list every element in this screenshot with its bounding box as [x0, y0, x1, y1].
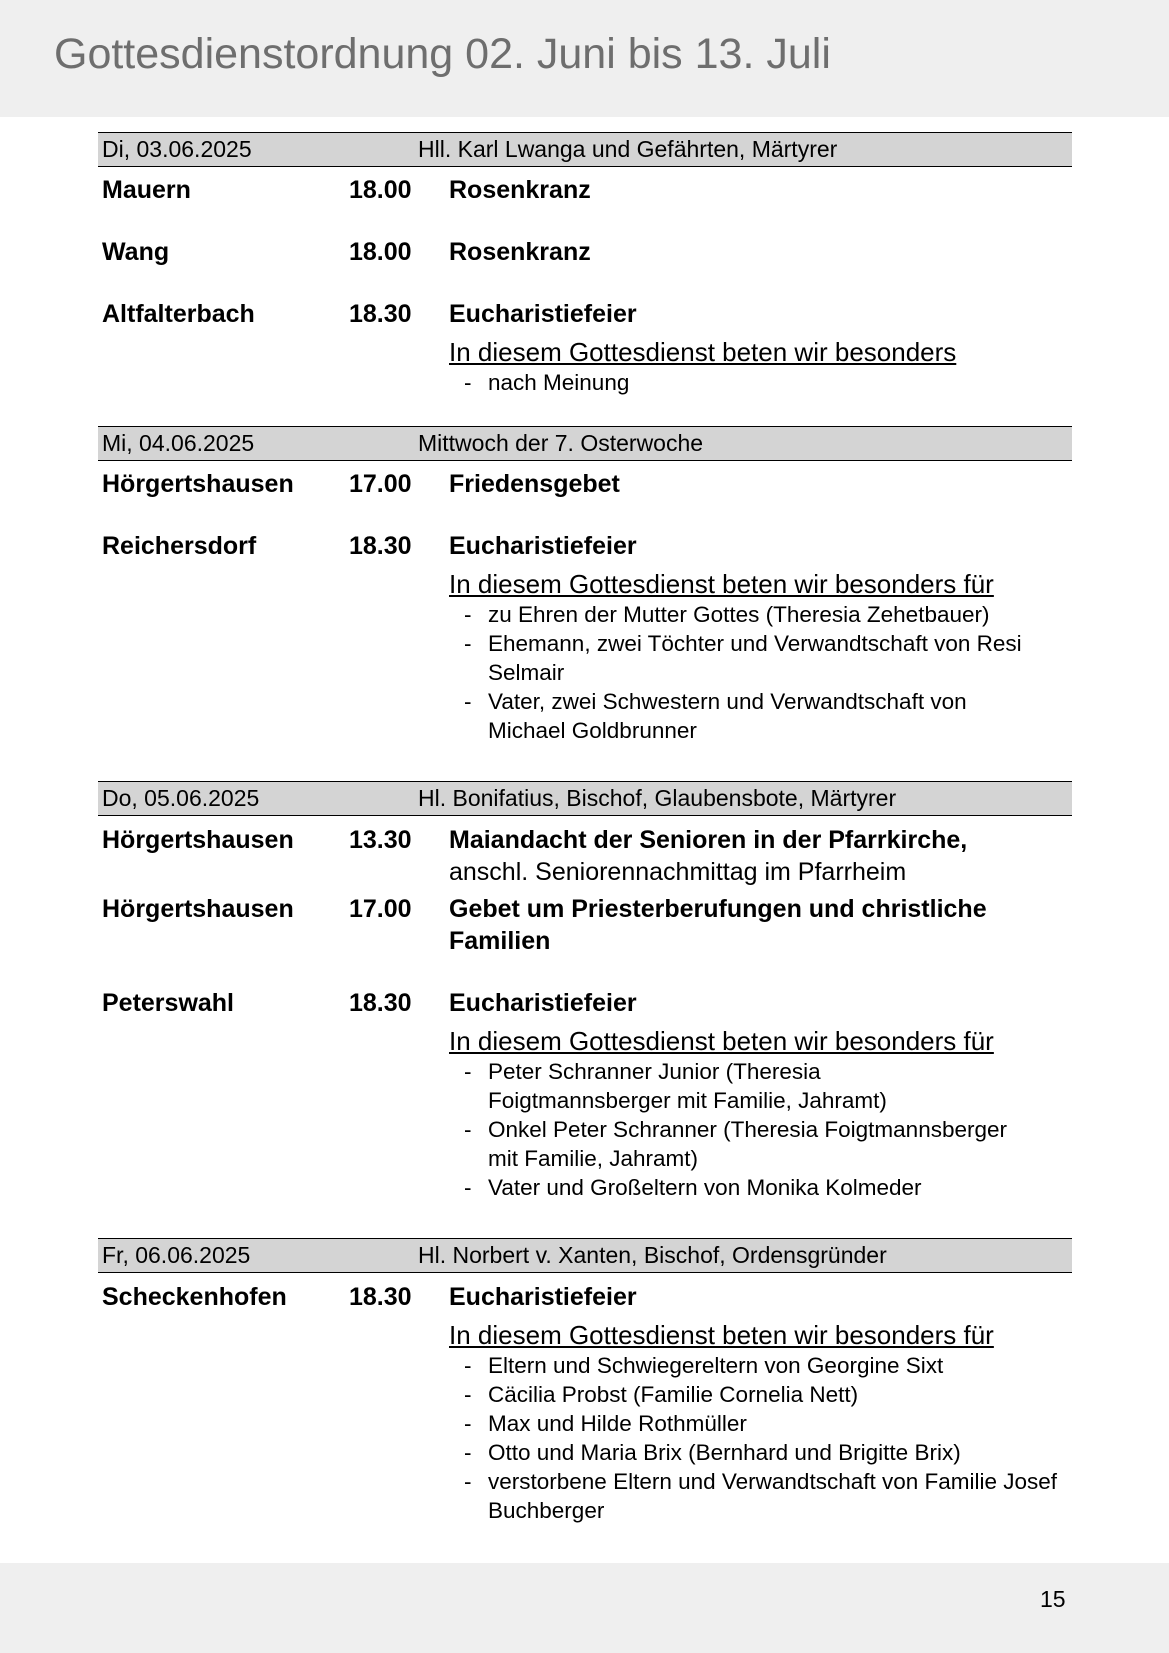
event-subtitle: anschl. Seniorennachmittag im Pfarrheim — [449, 858, 907, 886]
event-time: 18.30 — [349, 300, 412, 328]
intentions-heading: In diesem Gottesdienst beten wir besonders für — [449, 1026, 994, 1056]
page-number: 15 — [1040, 1586, 1066, 1612]
page-title: Gottesdienstordnung 02. Juni bis 13. Juli — [54, 30, 831, 78]
day-feast: Hll. Karl Lwanga und Gefährten, Märtyrer — [418, 136, 838, 162]
event-title: Maiandacht der Senioren in der Pfarrkirche, — [449, 826, 968, 854]
event-time: 18.30 — [349, 532, 412, 560]
intention-item: - Vater und Großeltern von Monika Kolmeder — [449, 1173, 1009, 1202]
intentions-list — [449, 1057, 1009, 1202]
intention-item: - Max und Hilde Rothmüller — [449, 1409, 1069, 1438]
intentions-heading: In diesem Gottesdienst beten wir besonders für — [449, 1320, 994, 1350]
intention-item: - Ehemann, zwei Töchter und Verwandtschaft von Resi Selmair — [449, 629, 1049, 687]
intentions-list — [449, 368, 1069, 397]
day-date: Di, 03.06.2025 — [102, 136, 252, 162]
event-title-line2: Familien — [449, 927, 551, 955]
intentions-heading: In diesem Gottesdienst beten wir besonders für — [449, 569, 994, 599]
intentions-list — [449, 600, 1049, 745]
event-title: Eucharistiefeier — [449, 1283, 637, 1311]
intention-item: - Onkel Peter Schranner (Theresia Foigtmannsberger mit Familie, Jahramt) — [449, 1115, 1009, 1173]
event-title: Eucharistiefeier — [449, 300, 637, 328]
event-time: 17.00 — [349, 470, 412, 498]
day-feast: Hl. Norbert v. Xanten, Bischof, Ordensgründer — [418, 1242, 887, 1268]
intention-item: - Cäcilia Probst (Familie Cornelia Nett) — [449, 1380, 1069, 1409]
intentions-heading: In diesem Gottesdienst beten wir besonders — [449, 337, 957, 367]
intention-item: - Peter Schranner Junior (Theresia Foigtmannsberger mit Familie, Jahramt) — [449, 1057, 1009, 1115]
event-time: 18.00 — [349, 176, 412, 204]
event-place: Hörgertshausen — [102, 470, 294, 498]
day-date: Mi, 04.06.2025 — [102, 430, 255, 456]
day-feast: Mittwoch der 7. Osterwoche — [418, 430, 704, 456]
event-place: Scheckenhofen — [102, 1283, 287, 1311]
event-place: Altfalterbach — [102, 300, 255, 328]
event-place: Hörgertshausen — [102, 826, 294, 854]
event-time: 18.30 — [349, 1283, 412, 1311]
intention-item: - Otto und Maria Brix (Bernhard und Brigitte Brix) — [449, 1438, 1069, 1467]
day-header — [98, 132, 1072, 167]
footer-band — [0, 1563, 1169, 1653]
event-time: 13.30 — [349, 826, 412, 854]
intentions-list — [449, 1351, 1069, 1525]
event-title: Gebet um Priesterberufungen und christliche — [449, 895, 987, 923]
intention-item: - zu Ehren der Mutter Gottes (Theresia Zehetbauer) — [449, 600, 1049, 629]
event-time: 18.00 — [349, 238, 412, 266]
day-header — [98, 1238, 1072, 1273]
event-time: 18.30 — [349, 989, 412, 1017]
day-header — [98, 426, 1072, 461]
event-place: Wang — [102, 238, 170, 266]
event-title: Friedensgebet — [449, 470, 620, 498]
event-title: Eucharistiefeier — [449, 532, 637, 560]
event-time: 17.00 — [349, 895, 412, 923]
day-date: Fr, 06.06.2025 — [102, 1242, 251, 1268]
event-place: Peterswahl — [102, 989, 235, 1017]
event-place: Reichersdorf — [102, 532, 257, 560]
day-feast: Hl. Bonifatius, Bischof, Glaubensbote, Märtyrer — [418, 785, 897, 811]
event-place: Hörgertshausen — [102, 895, 294, 923]
intention-item: - nach Meinung — [449, 368, 1069, 397]
event-place: Mauern — [102, 176, 191, 204]
intention-item: - Vater, zwei Schwestern und Verwandtschaft von Michael Goldbrunner — [449, 687, 1049, 745]
day-date: Do, 05.06.2025 — [102, 785, 260, 811]
day-header — [98, 781, 1072, 816]
intention-item: - Eltern und Schwiegereltern von Georgine Sixt — [449, 1351, 1069, 1380]
event-title: Rosenkranz — [449, 238, 591, 266]
event-title: Eucharistiefeier — [449, 989, 637, 1017]
intention-item: - verstorbene Eltern und Verwandtschaft von Familie Josef Buchberger — [449, 1467, 1069, 1525]
event-title: Rosenkranz — [449, 176, 591, 204]
